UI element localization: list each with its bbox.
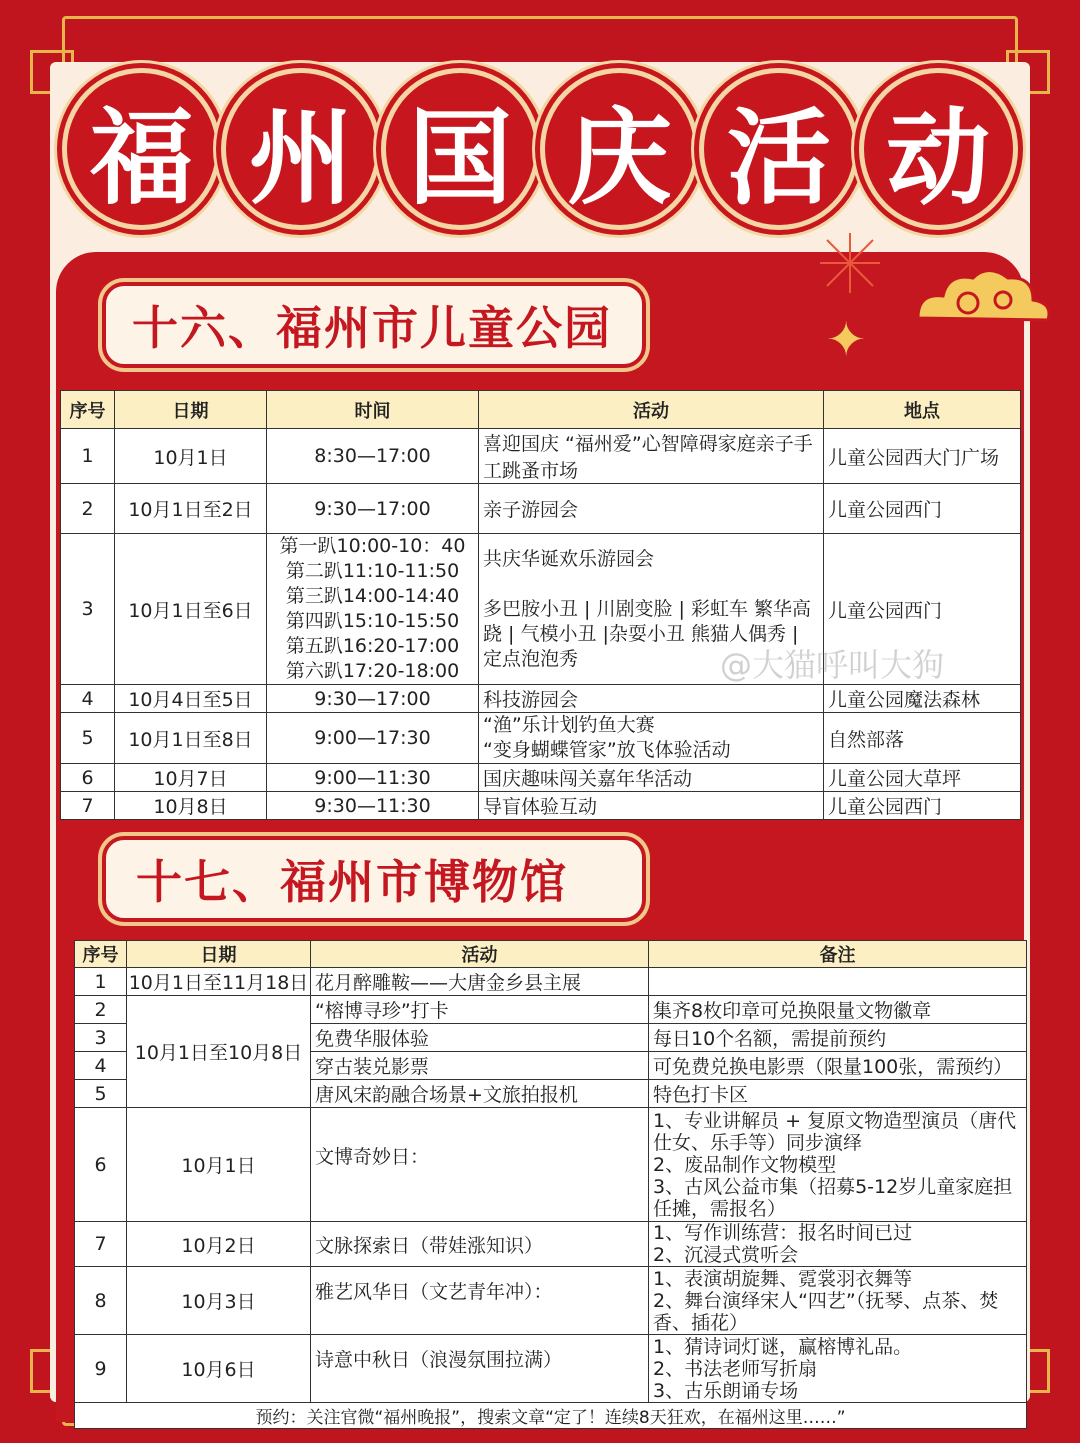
cell-note xyxy=(649,1108,1027,1222)
cloud-ornament-icon xyxy=(908,258,1058,338)
time-slot: 第五趴16:20-17:00 xyxy=(285,635,460,657)
cell-date: 10月4日至5日 xyxy=(115,685,267,713)
header-cell: 活动 xyxy=(311,941,649,968)
table-row xyxy=(61,792,1021,820)
activity-title: 共庆华诞欢乐游园会 xyxy=(483,547,655,570)
cell-note xyxy=(649,1222,1027,1267)
cell-place: 儿童公园西大门广场 xyxy=(824,429,1021,484)
note-line: 1、表演胡旋舞、霓裳羽衣舞等 xyxy=(653,1267,913,1290)
cell-place: 自然部落 xyxy=(824,713,1021,764)
cell-date: 10月1日至6日 xyxy=(115,534,267,685)
cell-no: 7 xyxy=(75,1222,127,1267)
note-line: 2、舞台演绎宋人“四艺”（抚琴、点茶、焚香、插花） xyxy=(653,1289,999,1334)
cell-time: 9:30—17:00 xyxy=(267,484,479,534)
cell-activity: 穿古装兑影票 xyxy=(311,1052,649,1080)
table-row xyxy=(75,1335,1027,1403)
cell-place: 儿童公园西门 xyxy=(824,484,1021,534)
cell-no: 5 xyxy=(61,713,115,764)
table-row xyxy=(75,996,1027,1024)
table-row xyxy=(75,1222,1027,1267)
cell-no: 3 xyxy=(75,1024,127,1052)
title-char: 国 xyxy=(381,68,540,230)
cell-time: 8:30—17:00 xyxy=(267,429,479,484)
activity-line: “渔”乐计划钓鱼大赛 xyxy=(483,714,655,736)
header-cell: 时间 xyxy=(267,391,479,429)
header-cell: 序号 xyxy=(75,941,127,968)
cell-date: 10月1日 xyxy=(115,429,267,484)
cell-no: 8 xyxy=(75,1267,127,1335)
cell-note: 特色打卡区 xyxy=(649,1080,1027,1108)
cell-activity: 花月醉雕鞍——大唐金乡县主展 xyxy=(311,968,649,996)
cell-time: 9:00—11:30 xyxy=(267,764,479,792)
cell-activity: 文博奇妙日： xyxy=(311,1108,649,1222)
cell-activity: 喜迎国庆 “福州爱”心智障碍家庭亲子手工跳蚤市场 xyxy=(479,429,824,484)
cell-time xyxy=(267,534,479,685)
activity-line: “变身蝴蝶管家”放飞体验活动 xyxy=(483,739,731,761)
cell-date: 10月7日 xyxy=(115,764,267,792)
cell-no: 6 xyxy=(75,1108,127,1222)
title-char: 州 xyxy=(221,68,380,230)
note-line: 2、沉浸式赏听会 xyxy=(653,1244,799,1266)
cell-date: 10月1日 xyxy=(127,1108,311,1222)
note-line: 2、书法老师写折扇 xyxy=(653,1357,818,1380)
time-slot: 第六趴17:20-18:00 xyxy=(285,660,460,682)
table-header-row xyxy=(61,391,1021,429)
cell-activity: 免费华服体验 xyxy=(311,1024,649,1052)
note-line: 1、专业讲解员 + 复原文物造型演员（唐代仕女、乐手等）同步演绎 xyxy=(653,1109,1017,1154)
cell-date: 10月1日至2日 xyxy=(115,484,267,534)
cell-no: 1 xyxy=(75,968,127,996)
time-slot: 第二趴11:10-11:50 xyxy=(285,560,460,582)
time-slot: 第四趴15:10-15:50 xyxy=(285,610,460,632)
table-footer-row xyxy=(75,1403,1027,1429)
museum-table xyxy=(74,940,1027,1429)
cell-date: 10月1日至8日 xyxy=(115,713,267,764)
cell-time: 9:00—17:30 xyxy=(267,713,479,764)
cell-activity: 诗意中秋日（浪漫氛围拉满） xyxy=(311,1335,649,1403)
cell-activity: 亲子游园会 xyxy=(479,484,824,534)
cell-activity xyxy=(479,713,824,764)
cell-no: 4 xyxy=(75,1052,127,1080)
cell-time: 9:30—11:30 xyxy=(267,792,479,820)
note-line: 3、古乐朗诵专场 xyxy=(653,1379,799,1402)
cell-note: 集齐8枚印章可兑换限量文物徽章 xyxy=(649,996,1027,1024)
title-char: 动 xyxy=(859,68,1018,230)
cell-date: 10月3日 xyxy=(127,1267,311,1335)
children-park-table xyxy=(60,390,1021,820)
cell-note xyxy=(649,1267,1027,1335)
cell-activity: 唐风宋韵融合场景+文旅拍报机 xyxy=(311,1080,649,1108)
cell-no: 6 xyxy=(61,764,115,792)
sparkle-icon: ✦ xyxy=(826,312,867,368)
section-heading-museum: 十七、福州市博物馆 xyxy=(102,836,646,922)
firework-icon xyxy=(815,228,885,298)
cell-no: 2 xyxy=(61,484,115,534)
cell-note xyxy=(649,1335,1027,1403)
reservation-note: 预约：关注官微“福州晚报”，搜索文章“定了！连续8天狂欢，在福州这里……” xyxy=(75,1403,1027,1429)
cell-time: 9:30—17:00 xyxy=(267,685,479,713)
cell-activity: 文脉探索日（带娃涨知识） xyxy=(311,1222,649,1267)
cell-place: 儿童公园魔法森林 xyxy=(824,685,1021,713)
section-heading-children-park: 十六、福州市儿童公园 xyxy=(102,282,646,368)
cell-no: 7 xyxy=(61,792,115,820)
title-char: 活 xyxy=(699,68,858,230)
note-line: 2、废品制作文物模型 xyxy=(653,1153,837,1176)
cell-place: 儿童公园大草坪 xyxy=(824,764,1021,792)
cell-note xyxy=(649,968,1027,996)
table-row xyxy=(61,484,1021,534)
table-row xyxy=(61,685,1021,713)
activity-detail: 多巴胺小丑 | 川剧变脸 | 彩虹车 繁华高跷 | 气模小丑 |杂耍小丑 熊猫人偶秀 | 定点泡泡秀 xyxy=(483,597,812,670)
header-cell: 日期 xyxy=(127,941,311,968)
header-cell: 日期 xyxy=(115,391,267,429)
cell-no: 4 xyxy=(61,685,115,713)
cell-activity: 雅艺风华日（文艺青年冲）： xyxy=(311,1267,649,1335)
table-row xyxy=(75,968,1027,996)
cell-no: 3 xyxy=(61,534,115,685)
title-char: 庆 xyxy=(540,68,699,230)
cell-activity: 科技游园会 xyxy=(479,685,824,713)
watermark: @大猫呼叫大狗 xyxy=(720,646,945,684)
cell-no: 2 xyxy=(75,996,127,1024)
cell-note: 每日10个名额，需提前预约 xyxy=(649,1024,1027,1052)
header-cell: 序号 xyxy=(61,391,115,429)
page-title xyxy=(50,60,1030,240)
header-cell: 活动 xyxy=(479,391,824,429)
cell-activity: “榕博寻珍”打卡 xyxy=(311,996,649,1024)
table-row xyxy=(75,1267,1027,1335)
cell-date: 10月2日 xyxy=(127,1222,311,1267)
header-cell: 地点 xyxy=(824,391,1021,429)
cell-no: 1 xyxy=(61,429,115,484)
time-slot: 第三趴14:00-14:40 xyxy=(285,585,460,607)
cell-date: 10月1日至10月8日 xyxy=(127,996,311,1108)
cell-no: 9 xyxy=(75,1335,127,1403)
note-line: 1、写作训练营：报名时间已过 xyxy=(653,1222,913,1244)
table-row xyxy=(61,429,1021,484)
cell-date: 10月1日至11月18日 xyxy=(127,968,311,996)
table-header-row xyxy=(75,941,1027,968)
cell-activity: 导盲体验互动 xyxy=(479,792,824,820)
cell-date: 10月6日 xyxy=(127,1335,311,1403)
table-row xyxy=(75,1108,1027,1222)
cell-no: 5 xyxy=(75,1080,127,1108)
cell-note: 可免费兑换电影票（限量100张，需预约） xyxy=(649,1052,1027,1080)
cell-place: 儿童公园西门 xyxy=(824,534,1021,685)
note-line: 1、猜诗词灯谜，赢榕博礼品。 xyxy=(653,1335,913,1358)
cell-activity: 国庆趣味闯关嘉年华活动 xyxy=(479,764,824,792)
table-row xyxy=(61,713,1021,764)
cell-date: 10月8日 xyxy=(115,792,267,820)
time-slot: 第一趴10:00-10：40 xyxy=(279,535,466,557)
note-line: 3、古风公益市集（招募5-12岁儿童家庭担任摊，需报名） xyxy=(653,1175,1013,1220)
header-cell: 备注 xyxy=(649,941,1027,968)
cell-place: 儿童公园西门 xyxy=(824,792,1021,820)
title-char: 福 xyxy=(62,68,221,230)
table-row xyxy=(61,764,1021,792)
